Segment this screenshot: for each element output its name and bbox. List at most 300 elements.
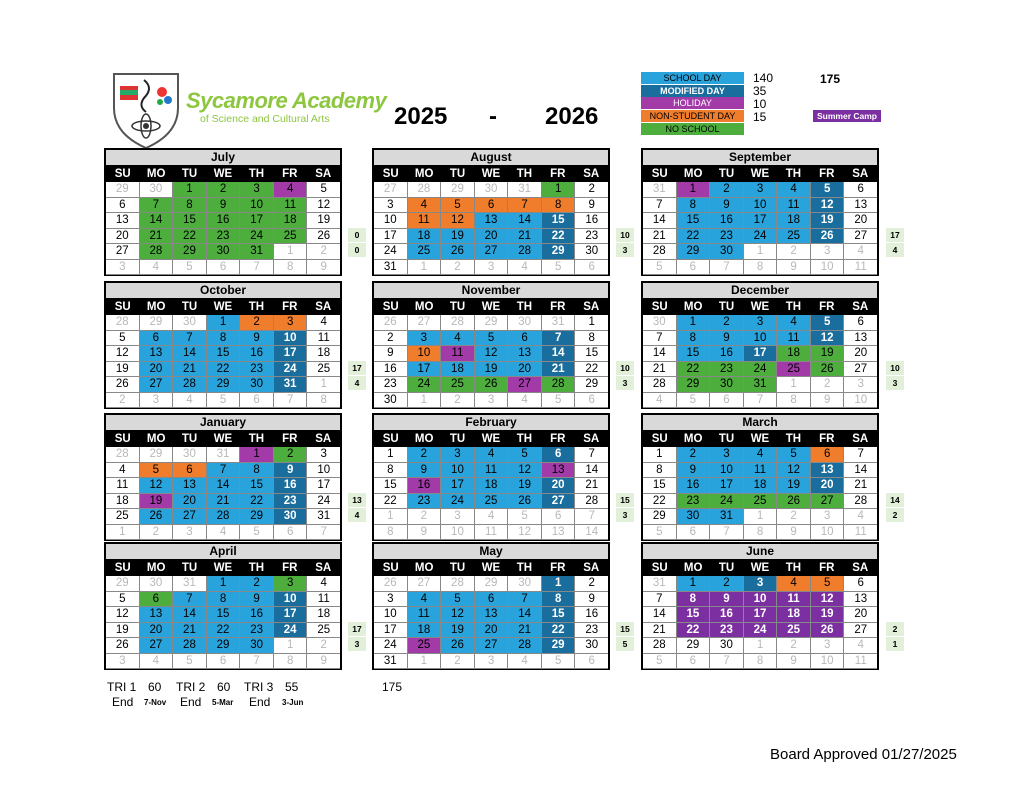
day-cell: 6 [844, 315, 877, 331]
week-row [374, 525, 608, 541]
day-cell: 13 [542, 463, 576, 479]
month-day-count: 2 [886, 622, 904, 636]
day-cell: 4 [643, 393, 677, 409]
month-title: June [643, 544, 877, 560]
day-cell: 27 [844, 623, 877, 639]
day-cell: 8 [207, 331, 241, 347]
day-cell: 18 [274, 213, 308, 229]
day-cell: 18 [777, 607, 811, 623]
weekday-header: TH [240, 299, 273, 315]
month-day-count: 4 [886, 243, 904, 257]
day-cell: 10 [744, 592, 778, 608]
day-cell: 22 [575, 362, 608, 378]
day-cell: 5 [240, 525, 274, 541]
day-cell: 2 [777, 244, 811, 260]
day-cell: 24 [274, 623, 308, 639]
week-row [374, 198, 608, 214]
day-cell: 11 [475, 525, 509, 541]
legend-modified-day: MODIFIED DAY [641, 85, 744, 97]
day-cell: 19 [811, 346, 845, 362]
day-cell: 11 [307, 592, 340, 608]
week-row [106, 623, 340, 639]
day-cell: 15 [677, 607, 711, 623]
week-row [374, 393, 608, 409]
day-cell: 13 [811, 463, 845, 479]
day-cell: 28 [508, 638, 542, 654]
day-cell: 28 [173, 638, 207, 654]
day-cell: 16 [575, 607, 608, 623]
day-cell: 20 [844, 346, 877, 362]
week-row [106, 607, 340, 623]
week-row [374, 654, 608, 670]
month-september [641, 148, 879, 276]
week-row [374, 182, 608, 198]
week-row [374, 447, 608, 463]
day-cell: 27 [508, 377, 542, 393]
month-march [641, 413, 879, 541]
weekday-header: WE [206, 299, 239, 315]
school-subtitle: of Science and Cultural Arts [200, 113, 330, 125]
day-cell: 4 [441, 331, 475, 347]
day-cell: 8 [677, 592, 711, 608]
day-cell: 21 [173, 362, 207, 378]
day-cell: 6 [240, 393, 274, 409]
day-cell: 11 [844, 654, 877, 670]
day-cell: 7 [173, 592, 207, 608]
day-cell: 26 [374, 576, 408, 592]
day-cell: 12 [307, 198, 340, 214]
day-cell: 24 [374, 244, 408, 260]
day-cell: 25 [408, 638, 442, 654]
day-cell: 5 [643, 525, 677, 541]
day-cell: 28 [643, 638, 677, 654]
day-cell: 24 [408, 377, 442, 393]
day-cell: 30 [240, 638, 274, 654]
day-cell: 3 [811, 244, 845, 260]
month-day-count: 3 [886, 376, 904, 390]
day-cell: 13 [140, 346, 174, 362]
legend-count-school-day: 140 [753, 71, 774, 85]
weekday-header: WE [743, 431, 776, 447]
day-cell: 7 [643, 331, 677, 347]
day-cell: 29 [140, 315, 174, 331]
day-cell: 5 [307, 182, 340, 198]
week-row [643, 229, 877, 245]
day-cell: 9 [408, 463, 442, 479]
day-cell: 9 [575, 198, 608, 214]
week-row [106, 244, 340, 260]
day-cell: 30 [207, 244, 241, 260]
weekday-header: WE [474, 299, 507, 315]
weekday-header: SA [844, 431, 877, 447]
day-cell: 28 [643, 244, 677, 260]
day-cell: 7 [140, 198, 174, 214]
day-cell: 18 [307, 346, 340, 362]
day-cell: 6 [844, 576, 877, 592]
month-day-count: 2 [886, 508, 904, 522]
day-cell: 9 [777, 525, 811, 541]
day-cell: 3 [106, 654, 140, 670]
day-cell: 13 [475, 213, 509, 229]
day-cell: 31 [240, 244, 274, 260]
week-row [106, 315, 340, 331]
weekday-header: SU [374, 560, 407, 576]
day-cell: 5 [677, 393, 711, 409]
day-cell: 29 [106, 576, 140, 592]
day-cell: 12 [811, 331, 845, 347]
day-cell: 12 [475, 346, 509, 362]
month-title: July [106, 150, 340, 166]
day-cell: 6 [140, 331, 174, 347]
day-cell: 6 [575, 654, 608, 670]
day-cell: 26 [374, 315, 408, 331]
day-cell: 22 [542, 229, 576, 245]
day-cell: 3 [240, 182, 274, 198]
day-cell: 28 [207, 509, 241, 525]
day-cell: 26 [811, 229, 845, 245]
day-cell: 7 [643, 592, 677, 608]
day-cell: 1 [542, 576, 576, 592]
day-cell: 20 [542, 478, 576, 494]
day-cell: 19 [106, 362, 140, 378]
month-august [372, 148, 610, 276]
day-cell: 28 [441, 315, 475, 331]
weekday-header: SU [106, 560, 139, 576]
week-row [643, 198, 877, 214]
weekday-header: SA [575, 560, 608, 576]
day-cell: 27 [811, 494, 845, 510]
day-cell: 24 [307, 494, 340, 510]
day-cell: 3 [374, 198, 408, 214]
day-cell: 19 [307, 213, 340, 229]
day-cell: 13 [844, 331, 877, 347]
tri3-days: 55 [285, 680, 299, 694]
weekday-header: MO [676, 431, 709, 447]
week-row [106, 638, 340, 654]
weekday-header: FR [273, 431, 306, 447]
day-cell: 11 [844, 525, 877, 541]
day-cell: 15 [207, 607, 241, 623]
day-cell: 7 [240, 654, 274, 670]
day-cell: 9 [677, 463, 711, 479]
day-cell: 5 [643, 260, 677, 276]
weekday-header: SU [106, 431, 139, 447]
day-cell: 1 [173, 182, 207, 198]
day-cell: 3 [710, 447, 744, 463]
day-cell: 8 [307, 393, 340, 409]
day-cell: 11 [441, 346, 475, 362]
day-cell: 23 [575, 623, 608, 639]
day-cell: 4 [274, 182, 308, 198]
month-day-count: 13 [348, 493, 366, 507]
day-cell: 4 [207, 525, 241, 541]
weekday-header: WE [743, 560, 776, 576]
day-cell: 16 [710, 213, 744, 229]
tri2-end: End [180, 695, 202, 709]
day-cell: 3 [441, 447, 475, 463]
day-cell: 11 [777, 592, 811, 608]
week-row [106, 260, 340, 276]
tri2-days: 60 [217, 680, 231, 694]
day-cell: 26 [140, 509, 174, 525]
day-cell: 11 [408, 607, 442, 623]
day-cell: 14 [140, 213, 174, 229]
day-cell: 9 [240, 592, 274, 608]
day-cell: 18 [441, 362, 475, 378]
day-cell: 3 [475, 654, 509, 670]
week-row [374, 331, 608, 347]
week-row [374, 244, 608, 260]
day-cell: 10 [307, 463, 340, 479]
day-cell: 10 [441, 525, 475, 541]
day-cell: 30 [575, 244, 608, 260]
day-cell: 20 [173, 494, 207, 510]
month-title: May [374, 544, 608, 560]
day-cell: 17 [374, 623, 408, 639]
weekday-header-row [106, 560, 340, 576]
day-cell: 29 [173, 244, 207, 260]
weekday-header: MO [139, 560, 172, 576]
tri2-label: TRI 2 [176, 680, 206, 694]
day-cell: 21 [207, 494, 241, 510]
day-cell: 23 [575, 229, 608, 245]
day-cell: 10 [274, 592, 308, 608]
day-cell: 2 [408, 447, 442, 463]
day-cell: 7 [240, 260, 274, 276]
day-cell: 7 [710, 525, 744, 541]
weekday-header: SU [643, 431, 676, 447]
legend-summer-camp: Summer Camp [813, 110, 881, 122]
month-day-count: 17 [886, 228, 904, 242]
week-row [106, 494, 340, 510]
weekday-header: TU [173, 560, 206, 576]
day-cell: 28 [408, 182, 442, 198]
weekday-header: SU [106, 299, 139, 315]
day-cell: 17 [307, 478, 340, 494]
week-row [643, 525, 877, 541]
day-cell: 4 [140, 260, 174, 276]
week-row [643, 478, 877, 494]
week-row [106, 654, 340, 670]
day-cell: 14 [173, 607, 207, 623]
day-cell: 30 [240, 377, 274, 393]
day-cell: 5 [542, 393, 576, 409]
day-cell: 5 [140, 463, 174, 479]
weekday-header: SA [575, 431, 608, 447]
month-day-count: 10 [886, 361, 904, 375]
day-cell: 7 [307, 525, 340, 541]
weekday-header: FR [810, 299, 843, 315]
weekday-header: FR [273, 560, 306, 576]
day-cell: 23 [240, 623, 274, 639]
day-cell: 3 [374, 592, 408, 608]
month-title: October [106, 283, 340, 299]
day-cell: 12 [508, 463, 542, 479]
day-cell: 22 [240, 494, 274, 510]
day-cell: 23 [710, 623, 744, 639]
weekday-header: TU [173, 166, 206, 182]
weekday-header: TU [710, 560, 743, 576]
day-cell: 22 [207, 623, 241, 639]
day-cell: 29 [475, 576, 509, 592]
day-cell: 25 [408, 244, 442, 260]
month-day-count: 0 [348, 243, 366, 257]
day-cell: 3 [844, 377, 877, 393]
day-cell: 9 [374, 346, 408, 362]
day-cell: 3 [811, 638, 845, 654]
day-cell: 11 [777, 198, 811, 214]
day-cell: 16 [710, 346, 744, 362]
week-row [374, 623, 608, 639]
weekday-header: SU [374, 166, 407, 182]
day-cell: 13 [106, 213, 140, 229]
day-cell: 10 [374, 607, 408, 623]
weekday-header: TH [777, 431, 810, 447]
day-cell: 12 [441, 607, 475, 623]
day-cell: 5 [475, 331, 509, 347]
day-cell: 4 [140, 654, 174, 670]
week-row [643, 494, 877, 510]
day-cell: 28 [441, 576, 475, 592]
day-cell: 16 [374, 362, 408, 378]
day-cell: 24 [274, 362, 308, 378]
day-cell: 31 [374, 260, 408, 276]
month-day-count: 10 [616, 361, 634, 375]
weekday-header: SA [844, 299, 877, 315]
weekday-header-row [106, 299, 340, 315]
day-cell: 1 [408, 393, 442, 409]
day-cell: 23 [710, 362, 744, 378]
day-cell: 26 [508, 494, 542, 510]
day-cell: 19 [811, 607, 845, 623]
day-cell: 8 [744, 654, 778, 670]
day-cell: 21 [643, 229, 677, 245]
day-cell: 1 [744, 638, 778, 654]
day-cell: 17 [744, 607, 778, 623]
day-cell: 11 [744, 463, 778, 479]
day-cell: 29 [542, 244, 576, 260]
board-approved: Board Approved 01/27/2025 [770, 746, 957, 763]
day-cell: 28 [173, 377, 207, 393]
day-cell: 2 [207, 182, 241, 198]
day-cell: 17 [408, 362, 442, 378]
week-row [374, 638, 608, 654]
day-cell: 14 [575, 525, 608, 541]
day-cell: 15 [677, 213, 711, 229]
week-row [643, 377, 877, 393]
week-row [643, 244, 877, 260]
weekday-header: SU [374, 431, 407, 447]
day-cell: 14 [207, 478, 241, 494]
legend-count-non-student: 15 [753, 110, 767, 124]
weekday-header: TU [441, 166, 474, 182]
day-cell: 3 [475, 393, 509, 409]
day-cell: 11 [777, 331, 811, 347]
day-cell: 8 [240, 463, 274, 479]
day-cell: 5 [106, 592, 140, 608]
day-cell: 10 [744, 331, 778, 347]
day-cell: 20 [508, 362, 542, 378]
day-cell: 16 [240, 346, 274, 362]
day-cell: 6 [140, 592, 174, 608]
legend-count-holiday: 10 [753, 97, 767, 111]
weekday-header-row [374, 299, 608, 315]
day-cell: 31 [307, 509, 340, 525]
day-cell: 29 [677, 377, 711, 393]
day-cell: 6 [508, 331, 542, 347]
tri2-date: 5-Mar [212, 698, 234, 707]
weekday-header: WE [743, 166, 776, 182]
weekday-header: TH [508, 560, 541, 576]
week-row [106, 463, 340, 479]
day-cell: 1 [575, 315, 608, 331]
week-row [106, 229, 340, 245]
day-cell: 18 [475, 478, 509, 494]
day-cell: 31 [173, 576, 207, 592]
day-cell: 22 [207, 362, 241, 378]
weekday-header: TH [508, 431, 541, 447]
day-cell: 1 [240, 447, 274, 463]
day-cell: 4 [475, 447, 509, 463]
day-cell: 9 [240, 331, 274, 347]
day-cell: 23 [710, 229, 744, 245]
day-cell: 6 [844, 182, 877, 198]
weekday-header-row [106, 166, 340, 182]
day-cell: 7 [173, 331, 207, 347]
day-cell: 11 [307, 331, 340, 347]
footer-total: 175 [382, 680, 403, 694]
weekday-header: FR [273, 299, 306, 315]
day-cell: 25 [744, 494, 778, 510]
year-end: 2026 [545, 103, 599, 130]
day-cell: 1 [207, 315, 241, 331]
week-row [643, 592, 877, 608]
day-cell: 1 [542, 182, 576, 198]
weekday-header: SA [575, 166, 608, 182]
day-cell: 7 [643, 198, 677, 214]
week-row [643, 331, 877, 347]
day-cell: 24 [710, 494, 744, 510]
week-row [106, 576, 340, 592]
day-cell: 6 [542, 447, 576, 463]
day-cell: 10 [811, 260, 845, 276]
day-cell: 20 [106, 229, 140, 245]
day-cell: 30 [710, 244, 744, 260]
legend-total: 175 [820, 72, 841, 86]
day-cell: 13 [508, 346, 542, 362]
day-cell: 27 [408, 315, 442, 331]
day-cell: 19 [441, 623, 475, 639]
weekday-header: WE [206, 166, 239, 182]
weekday-header: MO [407, 560, 440, 576]
day-cell: 8 [744, 525, 778, 541]
day-cell: 5 [811, 315, 845, 331]
day-cell: 3 [811, 509, 845, 525]
day-cell: 9 [710, 198, 744, 214]
weekday-header: TH [240, 166, 273, 182]
weekday-header-row [106, 431, 340, 447]
weekday-header-row [643, 299, 877, 315]
day-cell: 24 [374, 638, 408, 654]
day-cell: 7 [710, 260, 744, 276]
day-cell: 6 [475, 198, 509, 214]
day-cell: 29 [106, 182, 140, 198]
day-cell: 30 [374, 393, 408, 409]
day-cell: 30 [643, 315, 677, 331]
week-row [106, 377, 340, 393]
week-row [374, 362, 608, 378]
weekday-header: TU [710, 431, 743, 447]
